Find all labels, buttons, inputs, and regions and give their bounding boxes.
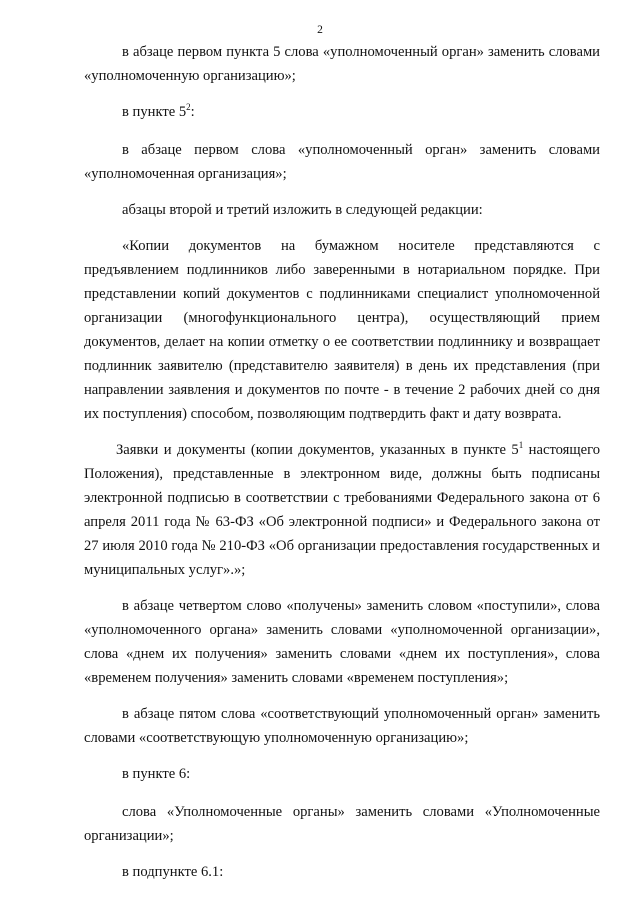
paragraph-fourth-abzac-amendment: в абзаце четвертом слово «получены» заменить словом «поступили», слова «уполномоченного органа» заменить словами «уполномоченной организации», слова «днем их получения» заменить словами «днем их поступления», слова «временем получения» заменить словами «временем поступления»; — [84, 598, 600, 686]
paragraph-electronic-documents — [84, 438, 600, 582]
paragraph-item5-amendment: в абзаце первом пункта 5 слова «уполномоченный орган» заменить словами «уполномоченную организацию»; — [84, 44, 600, 84]
paragraph-electronic-end: настоящего Положения), представленные в электронном виде, должны быть подписаны электронной подписью в соответствии с требованиями Федерального закона от 6 апреля 2011 года № 63-ФЗ «Об электронной подписи» и Федерального закона от 27 июля 2010 года № 210-ФЗ «Об организации предоставления государственных и муниципальных услуг».»; — [84, 442, 600, 578]
paragraph-item5-2-text: в пункте 5 — [122, 104, 187, 120]
paragraph-item6-heading: в пункте 6: — [122, 766, 191, 782]
paragraph-item5-2-colon: : — [190, 104, 195, 120]
superscript-2: 2 — [186, 102, 191, 112]
paragraph-new-wording-intro: абзацы второй и третий изложить в следующей редакции: — [122, 202, 483, 218]
paragraph-copies-of-documents: «Копии документов на бумажном носителе представляются с предъявлением подлинников либо заверенными в нотариальном порядке. При представлении копий документов с подлинниками специалист уполномоченной организации (многофункционального центра), осуществляющий прием документов, делает на копии отметку о ее соответствии подлиннику и возвращает подлинник заявителю (представителю заявителя) в день их представления (при направлении заявления и документов по почте - в течение 2 рабочих дней со дня их поступления) способом, позволяющим подтвердить факт и дату возврата. — [84, 238, 600, 422]
superscript-1: 1 — [518, 440, 524, 450]
page-number: 2 — [317, 24, 323, 36]
paragraph-fifth-abzac-amendment: в абзаце пятом слова «соответствующий уполномоченный орган» заменить словами «соответствующую уполномоченную организацию»; — [84, 706, 600, 746]
document-body — [84, 40, 600, 896]
paragraph-item5-2-heading — [84, 100, 600, 124]
paragraph-electronic-start: Заявки и документы (копии документов, указанных в пункте 5 — [116, 442, 519, 458]
paragraph-first-abzac-amendment: в абзаце первом слова «уполномоченный орган» заменить словами «уполномоченная организация»; — [84, 142, 600, 182]
paragraph-item6-amendment: слова «Уполномоченные органы» заменить словами «Уполномоченные организации»; — [84, 804, 600, 844]
paragraph-subitem6-1-heading: в подпункте 6.1: — [122, 864, 224, 880]
